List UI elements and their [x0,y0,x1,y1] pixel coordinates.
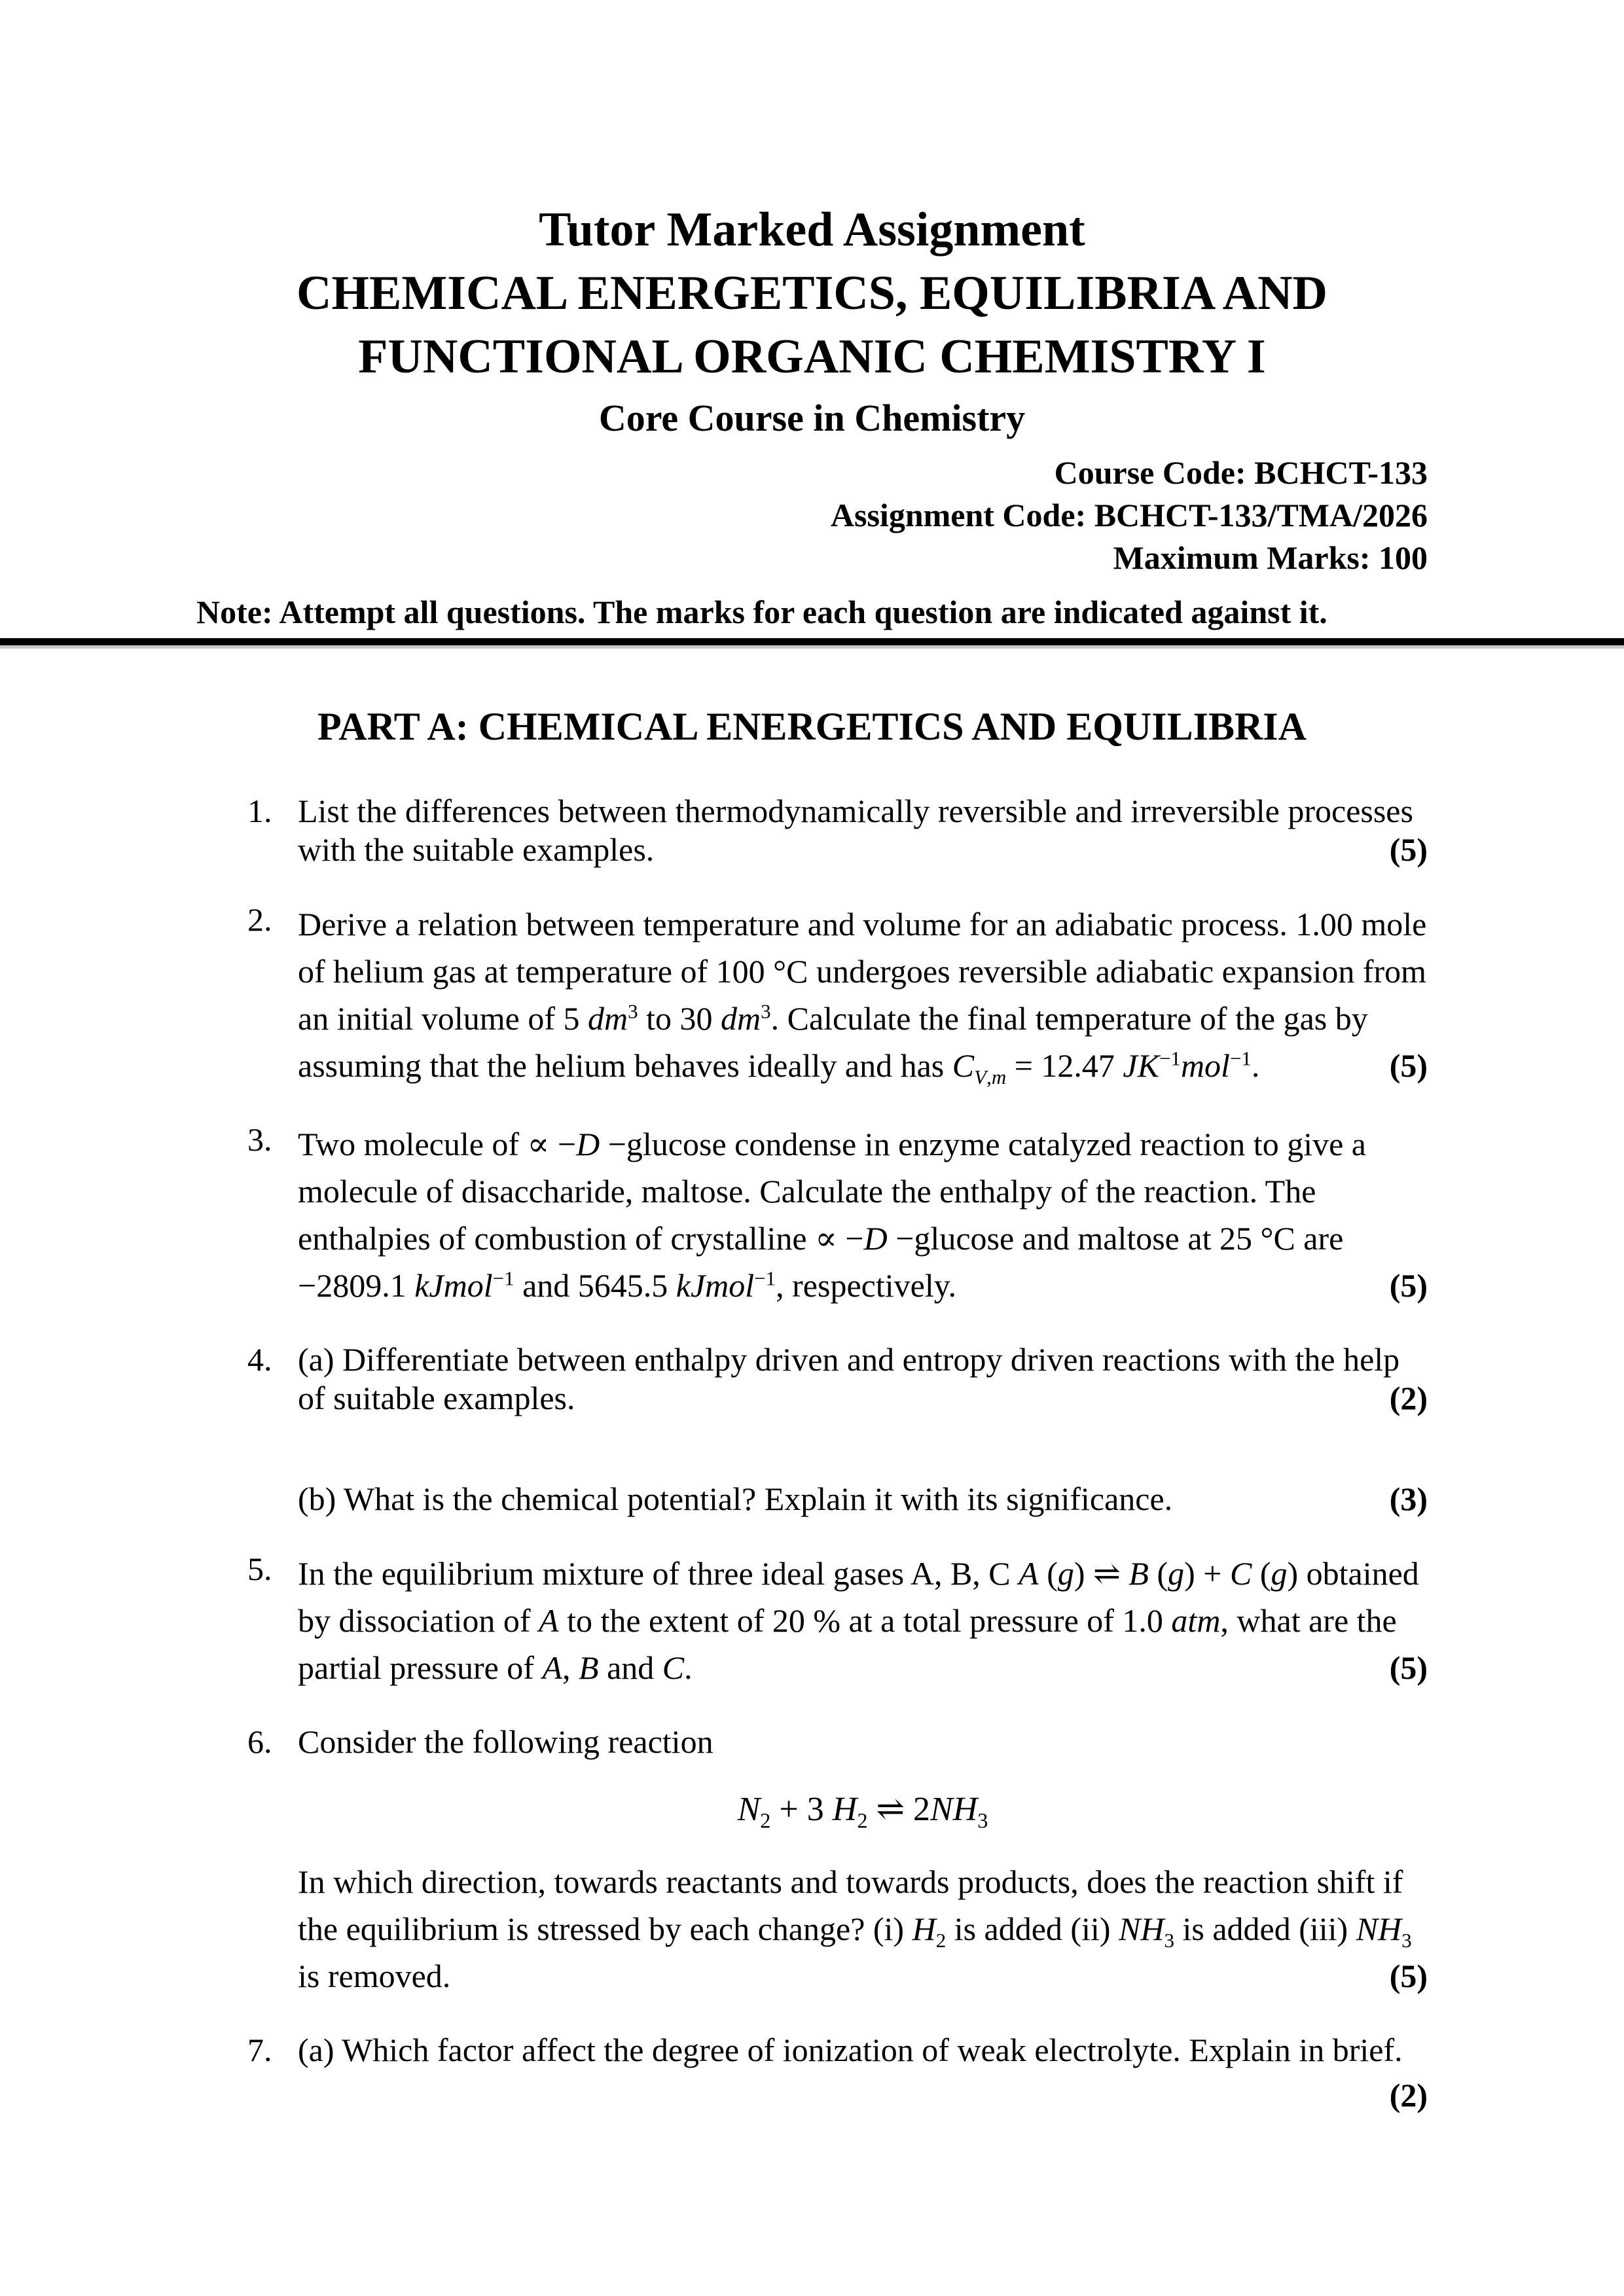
marks-label: (5) [1389,1047,1428,1084]
question-4 [196,1340,1428,1518]
question-1 [196,792,1428,869]
question-body [298,792,1428,869]
question-text [298,1340,1428,1418]
question-text [298,1550,1428,1691]
title-line-1: Tutor Marked Assignment [539,203,1085,257]
question-text-content: In which direction, towards reactants and towards products, does the reaction shift if the equilibrium is stressed by each change? (i) $H_2$ is added (ii) $NH_3$ is added (iii) $NH_3$ is removed. [298,1863,1412,1994]
marks-label: (5) [1389,1958,1428,1994]
course-subtitle: Core Course in Chemistry [598,397,1026,439]
question-body [298,1121,1428,1309]
question-7 [196,2031,1428,2115]
question-text-content: (a) Which factor affect the degree of ionization of weak electrolyte. Explain in brief. [298,2032,1403,2068]
question-text [298,1121,1428,1309]
assignment-code: Assignment Code: BCHCT-133/TMA/2026 [830,497,1428,533]
divider-rule [0,638,1624,645]
question-3 [196,1121,1428,1309]
maximum-marks: Maximum Marks: 100 [1113,539,1428,576]
question-2 [196,901,1428,1089]
question-body [298,901,1428,1089]
question-body [298,2031,1428,2115]
question-number: 3. [247,1121,272,1158]
question-body [298,1550,1428,1691]
question-text-content: Two molecule of ∝ −D −glucose condense in enzyme catalyzed reaction to give a molecule of disaccharide, maltose. Calculate the enthalpy of the reaction. The enthalpies of combustion of crystalline ∝ −D −glucose and maltose at 25 °C are −2809.1 kJmol$^{-1}$ and 5645.5 kJmol$^{-1}$, respectively. [298,1126,1366,1304]
marks-label: (5) [1389,831,1428,868]
question-number: 7. [247,2032,272,2068]
question-text-content: Derive a relation between temperature and volume for an adiabatic process. 1.00 mole of helium gas at temperature of 100 °C undergoes reversible adiabatic expansion from an initial volume of 5 $dm^3$ to 30 $dm^3$. Calculate the final temperature of the gas by assuming that the helium behaves ideally and has $C_{V,m} = 12.47$ $JK^{-1}mol^{-1}$. [298,906,1427,1088]
question-text [298,1723,1428,1761]
question-text-content: (b) What is the chemical potential? Explain it with its significance. [298,1480,1173,1517]
question-number: 2. [247,901,272,938]
question-text-content: List the differences between thermodynamically reversible and irreversible processes with the suitable examples. [298,793,1413,868]
marks-label: (5) [1389,1267,1428,1304]
question-text [298,1858,1428,2000]
question-body [298,1723,1428,2000]
question-text-content: In the equilibrium mixture of three ideal gases A, B, C A (g) ⇌ B (g) + C (g) obtained by dissociation of A to the extent of 20 % at a total pressure of 1.0 atm, what are the partial pressure of A, B and C. [298,1555,1419,1686]
question-6 [196,1723,1428,2000]
question-number: 4. [247,1341,272,1378]
title-line-3: FUNCTIONAL ORGANIC CHEMISTRY I [358,330,1266,384]
document-header [0,0,1624,448]
question-number: 1. [247,793,272,829]
part-a-heading: PART A: CHEMICAL ENERGETICS AND EQUILIBRIA [317,705,1307,748]
title-line-2: CHEMICAL ENERGETICS, EQUILIBRIA AND [297,266,1327,320]
question-text [298,901,1428,1089]
course-code: Course Code: BCHCT-133 [1054,454,1428,491]
marks-label: (5) [1389,1649,1428,1686]
question-5 [196,1550,1428,1691]
question-body [298,1340,1428,1518]
question-text [298,792,1428,869]
marks-label: (2) [1389,2077,1428,2113]
assignment-meta [196,452,1428,579]
question-text [298,1480,1428,1518]
question-number: 5. [247,1551,272,1587]
marks-label: (3) [1389,1480,1428,1517]
question-text-content: (a) Differentiate between enthalpy driven and entropy driven reactions with the help of suitable examples. [298,1341,1400,1416]
reaction-equation: $N_2 + 3$ $H_2$ ⇌ $2NH_3$ [737,1791,988,1833]
note-text: Note: Attempt all questions. The marks for each question are indicated against it. [196,594,1327,630]
question-text [298,2031,1428,2070]
question-number: 6. [247,1723,272,1760]
marks-label: (2) [1389,1380,1428,1416]
question-list [196,792,1428,2115]
question-text-content: Consider the following reaction [298,1723,713,1760]
